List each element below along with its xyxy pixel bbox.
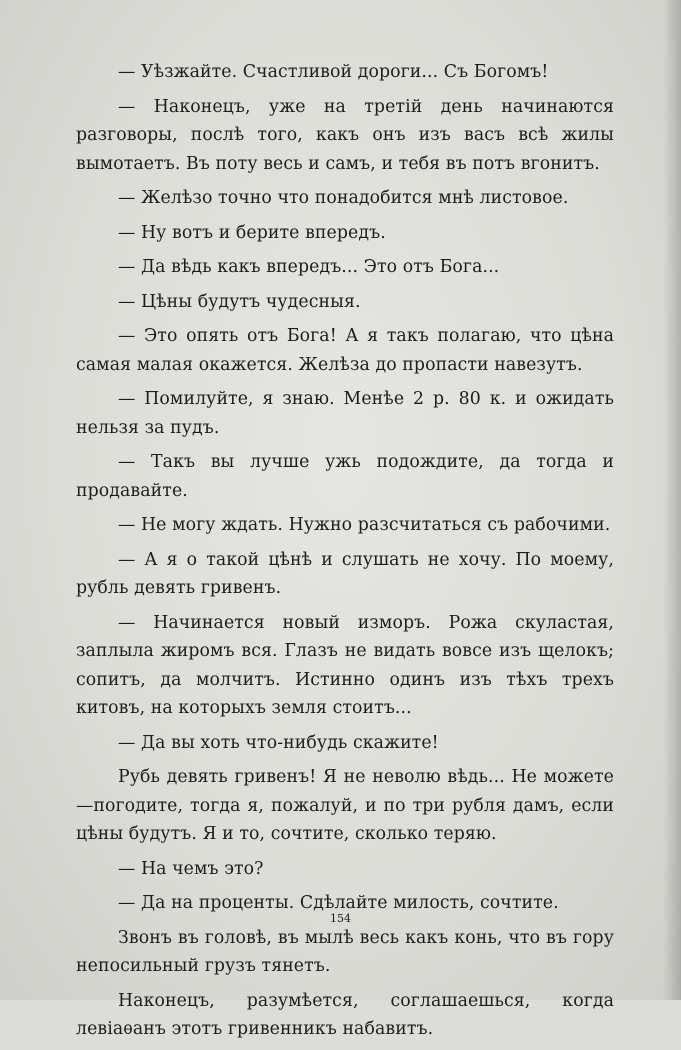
paragraph: Наконецъ, разумѣется, соглашаешься, когда левіаѳанъ этотъ гривенникъ набавитъ. [76, 990, 614, 1039]
paragraph: — Наконецъ, уже на третій день начинаются разговоры, послѣ того, какъ онъ изъ васъ всѣ жилы вымотаетъ. Въ поту весь и самъ, и тебя въ потъ вгонитъ. [76, 96, 614, 174]
paragraph: — На чемъ это? [118, 858, 264, 879]
page-edge-shadow [663, 0, 681, 1000]
body-text [76, 58, 614, 1050]
paragraph: — Ну вотъ и берите впередъ. [118, 222, 386, 243]
paragraph: — А я о такой цѣнѣ и слушать не хочу. По моему, рубль девять гривенъ. [76, 549, 614, 598]
paragraph: — Желѣзо точно что понадобится мнѣ листовое. [118, 188, 569, 208]
paragraph: — Не могу ждать. Нужно разсчитаться съ рабочими. [118, 515, 611, 535]
paragraph: — Помилуйте, я знаю. Менѣе 2 р. 80 к. и ожидать нельзя за пудъ. [76, 389, 614, 438]
paragraph: — Цѣны будутъ чудесныя. [118, 291, 361, 312]
paragraph: — Начинается новый изморъ. Рожа скуластая, заплыла жиромъ вся. Глазъ не видать вовсе изъ щелокъ; сопитъ, да молчитъ. Истинно одинъ изъ тѣхъ трехъ китовъ, на которыхъ земля стоитъ... [76, 612, 614, 718]
paragraph: Рубь девять гривенъ! Я не неволю вѣдь... Не можете—погодите, тогда я, пожалуй, и по три рубля дамъ, если цѣны будутъ. Я и то, сочтите, сколько теряю. [76, 767, 614, 844]
paragraph: — Да вѣдь какъ впередъ... Это отъ Бога... [118, 257, 500, 277]
page-number: 154 [330, 912, 351, 925]
paragraph: — Это опять отъ Бога! А я такъ полагаю, что цѣна самая малая окажется. Желѣза до пропасти навезутъ. [76, 326, 614, 375]
paragraph: — Такъ вы лучше ужь подождите, да тогда и продавайте. [76, 452, 614, 501]
paragraph: — Да на проценты. Сдѣлайте милость, сочтите. [118, 893, 559, 913]
paragraph: — Да вы хоть что-нибудь скажите! [118, 732, 439, 753]
paragraph: — Уѣзжайте. Счастливой дороги... Съ Богомъ! [118, 62, 549, 82]
paragraph: Звонъ въ головѣ, въ мылѣ весь какъ конь, что въ гору непосильный грузъ тянетъ. [76, 927, 614, 976]
